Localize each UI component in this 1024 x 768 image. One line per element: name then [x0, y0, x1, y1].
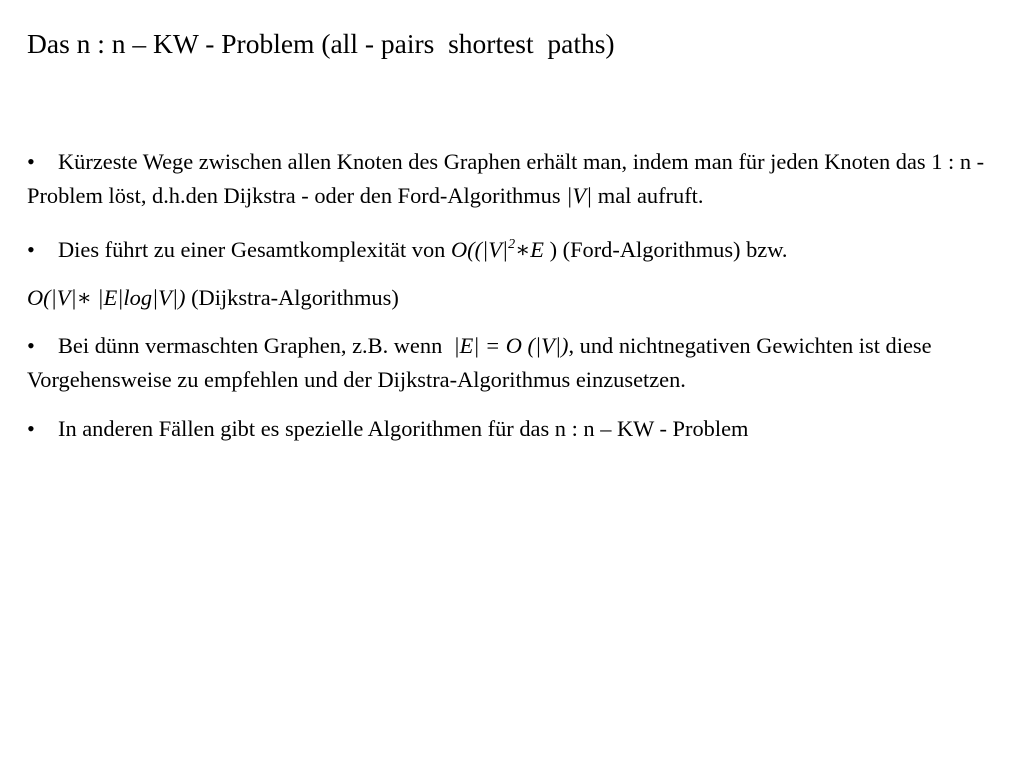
- paragraph-2-math: O((|V|: [450, 237, 509, 262]
- paragraph-2-text-end: ) (Ford-Algorithmus) bzw.: [543, 237, 788, 262]
- paragraph-2-math-end: ∗E: [515, 237, 544, 262]
- bullet-paragraph-1: [27, 145, 997, 213]
- paragraph-5-text: In anderen Fällen gibt es spezielle Algorithmen für das n : n – KW - Problem: [58, 416, 749, 441]
- paragraph-2-text: Dies führt zu einer Gesamtkomplexität von: [58, 237, 451, 262]
- paragraph-1-text: Kürzeste Wege zwischen allen Knoten des Graphen erhält man, indem man für jeden Knoten das 1 : n - Problem löst, d.h.den Dijkstra - oder den Ford-Algorithmus: [27, 149, 990, 208]
- slide-title: Das n : n – KW - Problem (all - pairs shortest paths): [27, 28, 615, 59]
- bullet-icon: •: [27, 237, 35, 262]
- paragraph-3-text: (Dijkstra-Algorithmus): [185, 285, 399, 310]
- bullet-icon: •: [27, 149, 35, 174]
- bullet-paragraph-4: [27, 329, 997, 397]
- paragraph-3: [27, 281, 997, 315]
- paragraph-4-math: |E| = O (|V|): [453, 333, 569, 358]
- paragraph-1-math: |V|: [566, 183, 593, 208]
- slide-body: [27, 145, 997, 461]
- paragraph-1-text-end: mal aufruft.: [592, 183, 704, 208]
- bullet-icon: •: [27, 333, 35, 358]
- paragraph-4-text: Bei dünn vermaschten Graphen, z.B. wenn: [58, 333, 454, 358]
- bullet-paragraph-2: [27, 228, 997, 267]
- bullet-icon: •: [27, 416, 35, 441]
- paragraph-4-text-end: , und nichtnegativen Gewichten ist diese Vorgehensweise zu empfehlen und der Dijkstra-Algorithmus einzusetzen.: [27, 333, 937, 392]
- paragraph-2-superscript: 2: [508, 237, 516, 252]
- bullet-paragraph-5: [27, 412, 997, 446]
- paragraph-3-math: O(|V|∗ |E|log|V|): [27, 285, 186, 310]
